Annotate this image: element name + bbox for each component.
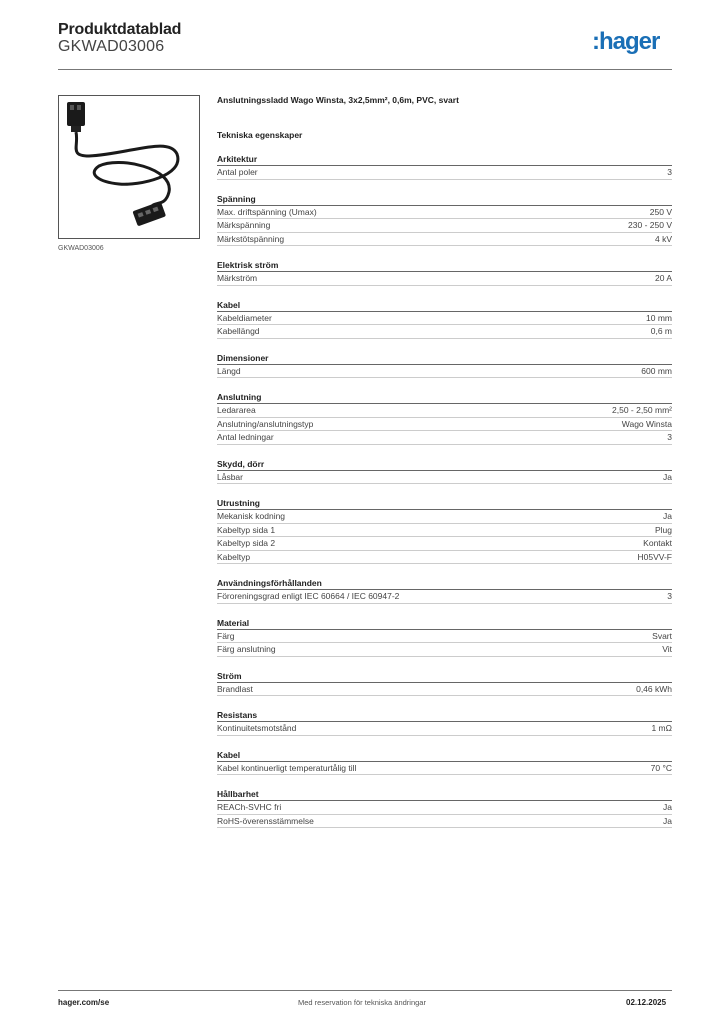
spec-group — [217, 300, 672, 339]
spec-value: 10 mm — [646, 312, 672, 323]
product-title: Anslutningssladd Wago Winsta, 3x2,5mm², 0,6m, PVC, svart — [217, 95, 459, 105]
spec-value: 4 kV — [654, 233, 672, 244]
cable-connector-photo-icon — [59, 96, 199, 238]
spec-label: Föroreningsgrad enligt IEC 60664 / IEC 60947-2 — [217, 591, 400, 601]
footer-date: 02.12.2025 — [626, 998, 667, 1007]
spec-group-title: Utrustning — [217, 498, 672, 510]
spec-label: Märkström — [217, 273, 258, 283]
spec-group — [217, 392, 672, 445]
product-code: GKWAD03006 — [58, 38, 165, 55]
spec-row — [217, 312, 672, 326]
logo-text: hager — [599, 28, 660, 55]
spec-value: 1 mΩ — [651, 723, 672, 733]
spec-value: 0,46 kWh — [636, 683, 672, 694]
spec-row — [217, 683, 672, 697]
spec-value: Ja — [663, 815, 672, 826]
spec-group-title: Resistans — [217, 710, 672, 722]
spec-group — [217, 498, 672, 564]
spec-value: Vit — [662, 644, 672, 654]
spec-group — [217, 353, 672, 379]
spec-group-title: Skydd, dörr — [217, 459, 672, 471]
image-caption: GKWAD03006 — [58, 245, 104, 252]
spec-value: 2,50 - 2,50 mm² — [612, 405, 672, 415]
spec-label: Märkstötspänning — [217, 233, 285, 244]
spec-value: Ja — [663, 511, 672, 521]
spec-row — [217, 325, 672, 339]
spec-row — [217, 471, 672, 485]
spec-value: 230 - 250 V — [628, 220, 672, 230]
spec-group — [217, 710, 672, 736]
spec-label: Färg anslutning — [217, 644, 276, 654]
spec-row — [217, 404, 672, 418]
spec-row — [217, 272, 672, 286]
spec-value: 3 — [667, 432, 672, 442]
spec-label: Låsbar — [217, 471, 243, 482]
spec-row — [217, 233, 672, 247]
spec-row — [217, 722, 672, 736]
spec-label: Anslutning/anslutningstyp — [217, 418, 314, 429]
spec-row — [217, 537, 672, 551]
spec-group — [217, 671, 672, 697]
spec-value: 600 mm — [641, 365, 672, 376]
spec-label: Kabeltyp sida 1 — [217, 524, 276, 535]
spec-group — [217, 459, 672, 485]
spec-label: Färg — [217, 630, 235, 641]
spec-row — [217, 365, 672, 379]
spec-label: Kabellängd — [217, 326, 260, 336]
spec-label: Kabel kontinuerligt temperaturtålig till — [217, 762, 357, 773]
footer-note: Med reservation för tekniska ändringar — [298, 998, 426, 1007]
spec-value: 20 A — [654, 273, 672, 283]
spec-row — [217, 590, 672, 604]
spec-row — [217, 815, 672, 829]
spec-group-title: Användningsförhållanden — [217, 578, 672, 590]
spec-value: Kontakt — [643, 538, 672, 548]
spec-label: REACh-SVHC fri — [217, 802, 282, 812]
spec-label: Kabeltyp — [217, 551, 251, 562]
spec-value: Plug — [654, 524, 672, 535]
spec-content — [217, 93, 672, 828]
spec-group — [217, 618, 672, 657]
footer-website-link[interactable]: hager.com/se — [58, 998, 110, 1007]
spec-row — [217, 418, 672, 432]
spec-row — [217, 431, 672, 445]
spec-value: 70 °C — [650, 762, 672, 773]
spec-group — [217, 789, 672, 828]
logo-colon: : — [592, 28, 599, 55]
spec-label: Ledararea — [217, 405, 256, 415]
spec-group-title: Kabel — [217, 750, 672, 762]
spec-row — [217, 801, 672, 815]
spec-label: RoHS-överensstämmelse — [217, 815, 314, 826]
spec-group — [217, 260, 672, 286]
spec-value: Ja — [663, 802, 672, 812]
spec-row — [217, 643, 672, 657]
spec-label: Brandlast — [217, 683, 253, 694]
spec-group-title: Hållbarhet — [217, 789, 672, 801]
spec-label: Kabeltyp sida 2 — [217, 538, 276, 548]
spec-value: 0,6 m — [650, 326, 672, 336]
spec-label: Längd — [217, 365, 241, 376]
header-divider — [58, 69, 672, 70]
spec-value: Wago Winsta — [621, 418, 672, 429]
spec-row — [217, 551, 672, 565]
spec-row — [217, 510, 672, 524]
spec-group-title: Elektrisk ström — [217, 260, 672, 272]
spec-row — [217, 166, 672, 180]
spec-group — [217, 194, 672, 247]
spec-group — [217, 578, 672, 604]
spec-group — [217, 154, 672, 180]
spec-label: Max. driftspänning (Umax) — [217, 206, 317, 217]
spec-label: Antal ledningar — [217, 432, 274, 442]
spec-group-title: Material — [217, 618, 672, 630]
spec-group-title: Anslutning — [217, 392, 672, 404]
spec-group-title: Ström — [217, 671, 672, 683]
spec-label: Kabeldiameter — [217, 312, 272, 323]
spec-label: Kontinuitetsmotstånd — [217, 723, 297, 733]
spec-label: Antal poler — [217, 167, 258, 177]
spec-row — [217, 524, 672, 538]
spec-label: Märkspänning — [217, 220, 271, 230]
section-heading: Tekniska egenskaper — [217, 130, 303, 140]
spec-value: 3 — [667, 167, 672, 177]
spec-group-title: Kabel — [217, 300, 672, 312]
product-image — [58, 95, 200, 239]
spec-value: Svart — [652, 630, 672, 641]
page-title: Produktdatablad — [58, 21, 182, 38]
spec-value: H05VV-F — [637, 551, 672, 562]
spec-value: 250 V — [649, 206, 672, 217]
spec-group — [217, 750, 672, 776]
spec-row — [217, 206, 672, 220]
spec-value: 3 — [667, 591, 672, 601]
spec-row — [217, 219, 672, 233]
spec-value: Ja — [663, 471, 672, 482]
spec-row — [217, 762, 672, 776]
spec-row — [217, 630, 672, 644]
footer-divider — [58, 990, 672, 991]
spec-label: Mekanisk kodning — [217, 511, 286, 521]
spec-group-title: Arkitektur — [217, 154, 672, 166]
spec-group-title: Spänning — [217, 194, 672, 206]
spec-groups — [217, 154, 672, 828]
hager-logo[interactable] — [592, 28, 659, 56]
spec-group-title: Dimensioner — [217, 353, 672, 365]
